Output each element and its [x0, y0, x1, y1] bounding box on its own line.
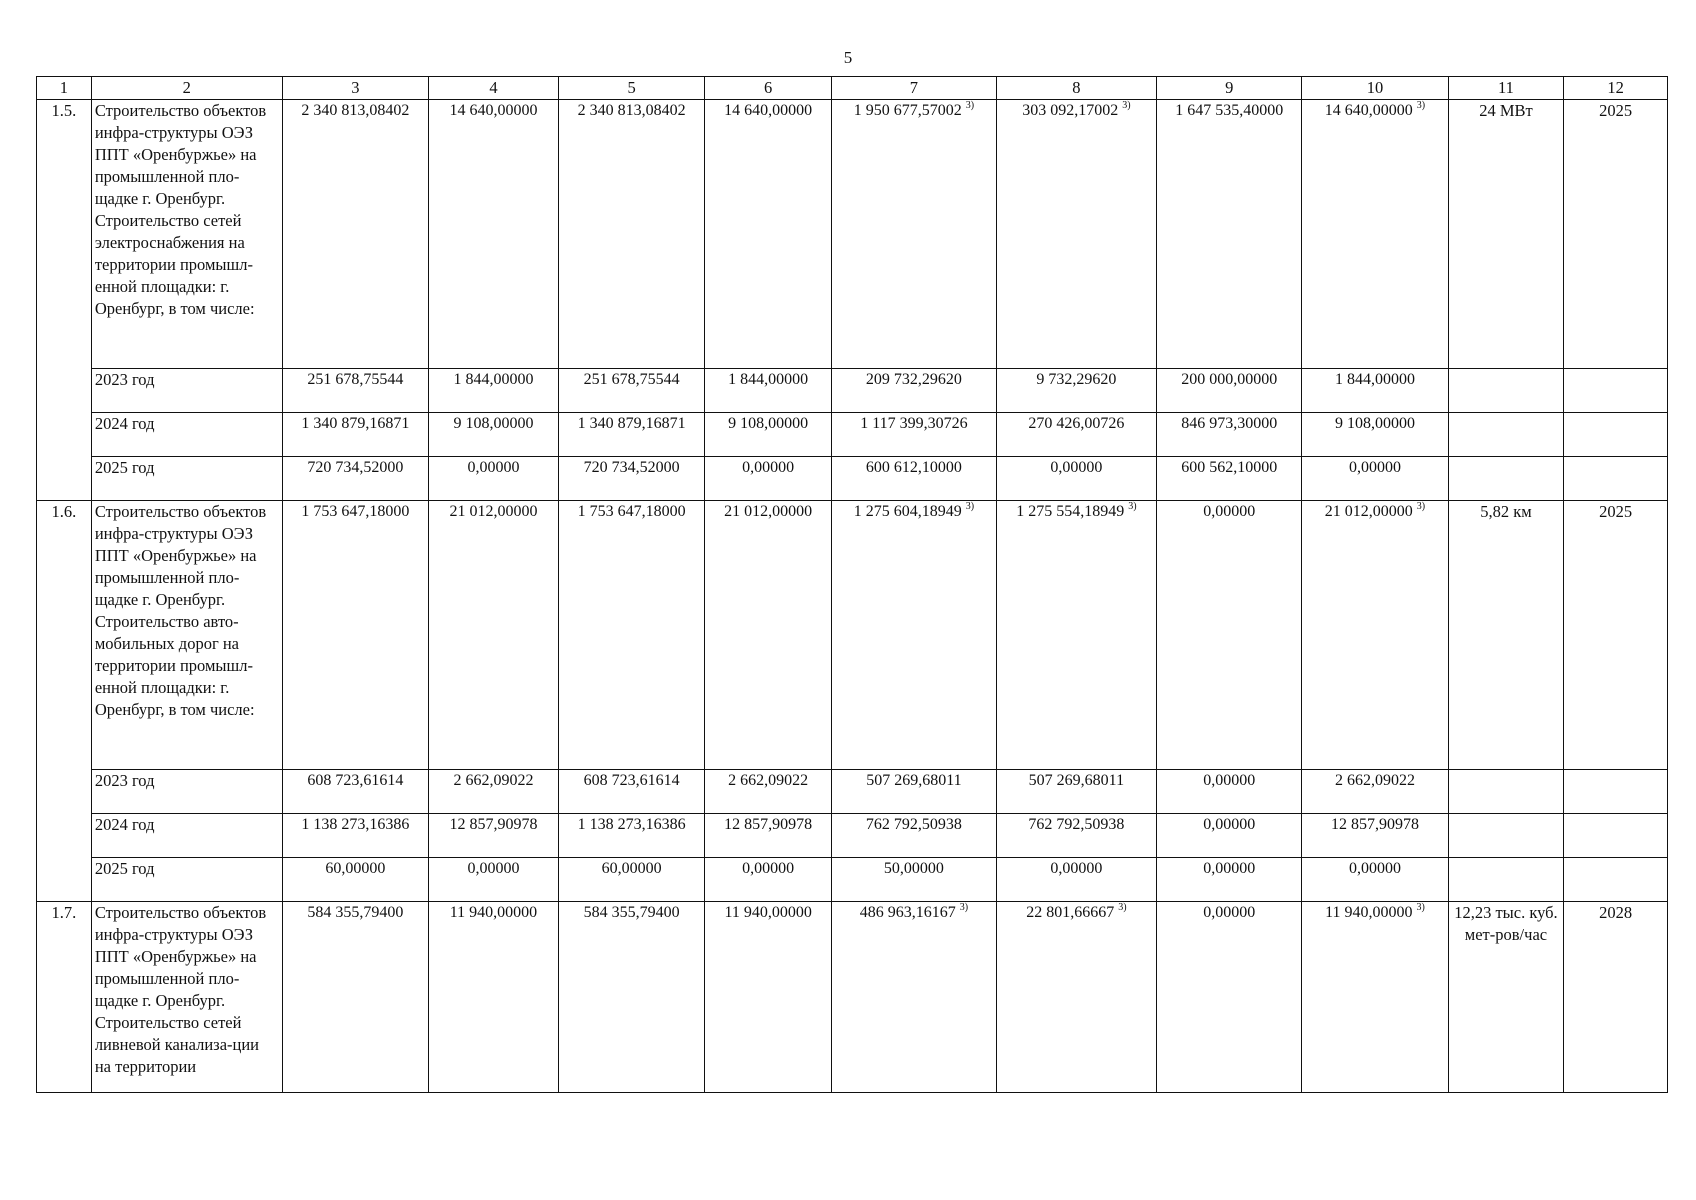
completion-year-cell: 2025	[1564, 501, 1668, 770]
year-label: 2025 год	[91, 858, 282, 902]
column-header: 7	[832, 77, 997, 100]
value-cell: 1 117 399,30726	[832, 413, 997, 457]
year-label: 2024 год	[91, 814, 282, 858]
value-cell: 600 612,10000	[832, 457, 997, 501]
footnote-mark: 3)	[1416, 501, 1426, 512]
year-row	[37, 814, 1668, 858]
empty-cell	[1448, 369, 1564, 413]
value-cell: 1 844,00000	[428, 369, 558, 413]
value-cell: 0,00000	[1157, 902, 1302, 1093]
value-cell: 60,00000	[558, 858, 704, 902]
value-cell: 2 662,09022	[428, 770, 558, 814]
value-cell: 9 108,00000	[705, 413, 832, 457]
value-cell: 0,00000	[705, 457, 832, 501]
value-cell: 846 973,30000	[1157, 413, 1302, 457]
empty-cell	[1564, 457, 1668, 501]
value-cell: 0,00000	[428, 858, 558, 902]
year-row	[37, 369, 1668, 413]
footnote-mark: 3)	[1416, 100, 1426, 111]
value-cell: 9 108,00000	[1302, 413, 1448, 457]
column-header: 5	[558, 77, 704, 100]
value-cell: 1 340 879,16871	[282, 413, 428, 457]
year-label: 2023 год	[91, 770, 282, 814]
completion-year-cell: 2025	[1564, 100, 1668, 369]
capacity-cell: 12,23 тыс. куб. мет-ров/час	[1448, 902, 1564, 1093]
value-cell: 21 012,00000	[428, 501, 558, 770]
value-cell: 12 857,90978	[1302, 814, 1448, 858]
empty-cell	[1448, 814, 1564, 858]
value-cell-footnoted: 14 640,00000 $^{3)}$	[1302, 100, 1448, 369]
empty-cell	[1448, 770, 1564, 814]
value-cell: 14 640,00000	[705, 100, 832, 369]
year-row	[37, 858, 1668, 902]
value-cell: 0,00000	[1157, 770, 1302, 814]
year-label: 2025 год	[91, 457, 282, 501]
value-cell: 0,00000	[1157, 501, 1302, 770]
value-cell: 1 844,00000	[705, 369, 832, 413]
value-cell: 1 753 647,18000	[558, 501, 704, 770]
value-cell: 0,00000	[1157, 814, 1302, 858]
empty-cell	[1564, 814, 1668, 858]
value-cell: 608 723,61614	[558, 770, 704, 814]
item-row	[37, 902, 1668, 1093]
column-header: 1	[37, 77, 92, 100]
column-header: 12	[1564, 77, 1668, 100]
item-description: Строительство объектов инфра-структуры ОЭЗ ППТ «Оренбуржье» на промышленной пло-щадке г. Оренбург. Строительство сетей ливневой канализа-ции на территории	[91, 902, 282, 1093]
item-row	[37, 501, 1668, 770]
value-cell: 1 340 879,16871	[558, 413, 704, 457]
value-cell: 9 732,29620	[996, 369, 1156, 413]
footnote-mark: 3)	[965, 100, 975, 111]
year-row	[37, 770, 1668, 814]
value-cell: 11 940,00000	[428, 902, 558, 1093]
year-label: 2023 год	[91, 369, 282, 413]
value-cell: 608 723,61614	[282, 770, 428, 814]
column-header: 10	[1302, 77, 1448, 100]
value-cell: 9 108,00000	[428, 413, 558, 457]
page-number: 5	[843, 48, 853, 67]
value-cell: 1 647 535,40000	[1157, 100, 1302, 369]
value-cell: 2 340 813,08402	[282, 100, 428, 369]
value-cell: 1 138 273,16386	[558, 814, 704, 858]
empty-cell	[1448, 457, 1564, 501]
empty-cell	[1448, 858, 1564, 902]
value-cell: 0,00000	[1157, 858, 1302, 902]
value-cell: 0,00000	[1302, 858, 1448, 902]
value-cell: 12 857,90978	[428, 814, 558, 858]
value-cell: 2 662,09022	[705, 770, 832, 814]
value-cell: 251 678,75544	[558, 369, 704, 413]
value-cell: 507 269,68011	[832, 770, 997, 814]
value-cell: 0,00000	[996, 457, 1156, 501]
value-cell: 720 734,52000	[282, 457, 428, 501]
value-cell: 0,00000	[705, 858, 832, 902]
value-cell: 762 792,50938	[832, 814, 997, 858]
item-number: 1.5.	[37, 100, 92, 501]
footnote-mark: 3)	[1416, 902, 1425, 913]
value-cell: 270 426,00726	[996, 413, 1156, 457]
value-cell: 0,00000	[1302, 457, 1448, 501]
capacity-cell: 5,82 км	[1448, 501, 1564, 770]
column-number-row	[37, 77, 1668, 100]
column-header: 6	[705, 77, 832, 100]
value-cell: 200 000,00000	[1157, 369, 1302, 413]
value-cell: 2 662,09022	[1302, 770, 1448, 814]
value-cell-footnoted: 1 275 604,18949 $^{3)}$	[832, 501, 997, 770]
value-cell: 1 844,00000	[1302, 369, 1448, 413]
value-cell: 720 734,52000	[558, 457, 704, 501]
value-cell-footnoted: 21 012,00000 $^{3)}$	[1302, 501, 1448, 770]
column-header: 11	[1448, 77, 1564, 100]
footnote-mark: 3)	[959, 902, 969, 913]
value-cell: 11 940,00000	[705, 902, 832, 1093]
year-label: 2024 год	[91, 413, 282, 457]
value-cell: 1 138 273,16386	[282, 814, 428, 858]
empty-cell	[1564, 369, 1668, 413]
year-row	[37, 413, 1668, 457]
value-cell-footnoted: 1 950 677,57002 $^{3)}$	[832, 100, 997, 369]
value-cell: 14 640,00000	[428, 100, 558, 369]
value-cell: 507 269,68011	[996, 770, 1156, 814]
value-cell: 0,00000	[428, 457, 558, 501]
value-cell: 251 678,75544	[282, 369, 428, 413]
item-description: Строительство объектов инфра-структуры ОЭЗ ППТ «Оренбуржье» на промышленной пло-щадке г. Оренбург. Строительство авто-мобильных дорог на территории промышл-енной площадки: г. Оренбург, в том числе:	[91, 501, 282, 770]
item-number: 1.6.	[37, 501, 92, 902]
value-cell-footnoted: 1 275 554,18949 $^{3)}$	[996, 501, 1156, 770]
value-cell: 50,00000	[832, 858, 997, 902]
value-cell: 60,00000	[282, 858, 428, 902]
value-cell: 209 732,29620	[832, 369, 997, 413]
empty-cell	[1564, 858, 1668, 902]
column-header: 3	[282, 77, 428, 100]
item-row	[37, 100, 1668, 369]
empty-cell	[1564, 770, 1668, 814]
value-cell-footnoted: 303 092,17002 $^{3)}$	[996, 100, 1156, 369]
column-header: 2	[91, 77, 282, 100]
column-header: 8	[996, 77, 1156, 100]
value-cell: 762 792,50938	[996, 814, 1156, 858]
item-number: 1.7.	[37, 902, 92, 1093]
value-cell-footnoted: 486 963,16167 $^{3)}$	[832, 902, 997, 1093]
value-cell-footnoted: 11 940,00000 $^{3)}$	[1302, 902, 1448, 1093]
footnote-mark: 3)	[1118, 902, 1127, 913]
footnote-mark: 3)	[1128, 501, 1137, 512]
completion-year-cell: 2028	[1564, 902, 1668, 1093]
value-cell: 2 340 813,08402	[558, 100, 704, 369]
column-header: 9	[1157, 77, 1302, 100]
capacity-cell: 24 МВт	[1448, 100, 1564, 369]
empty-cell	[1448, 413, 1564, 457]
value-cell: 21 012,00000	[705, 501, 832, 770]
value-cell: 584 355,79400	[558, 902, 704, 1093]
value-cell: 1 753 647,18000	[282, 501, 428, 770]
financing-table	[36, 76, 1668, 1093]
footnote-mark: 3)	[965, 501, 975, 512]
year-row	[37, 457, 1668, 501]
value-cell: 584 355,79400	[282, 902, 428, 1093]
value-cell: 0,00000	[996, 858, 1156, 902]
item-description: Строительство объектов инфра-структуры ОЭЗ ППТ «Оренбуржье» на промышленной пло-щадке г. Оренбург. Строительство сетей электроснабжения на территории промышл-енной площадки: г. Оренбург, в том числе:	[91, 100, 282, 369]
value-cell-footnoted: 22 801,66667 $^{3)}$	[996, 902, 1156, 1093]
value-cell: 12 857,90978	[705, 814, 832, 858]
value-cell: 600 562,10000	[1157, 457, 1302, 501]
column-header: 4	[428, 77, 558, 100]
footnote-mark: 3)	[1122, 100, 1131, 111]
empty-cell	[1564, 413, 1668, 457]
